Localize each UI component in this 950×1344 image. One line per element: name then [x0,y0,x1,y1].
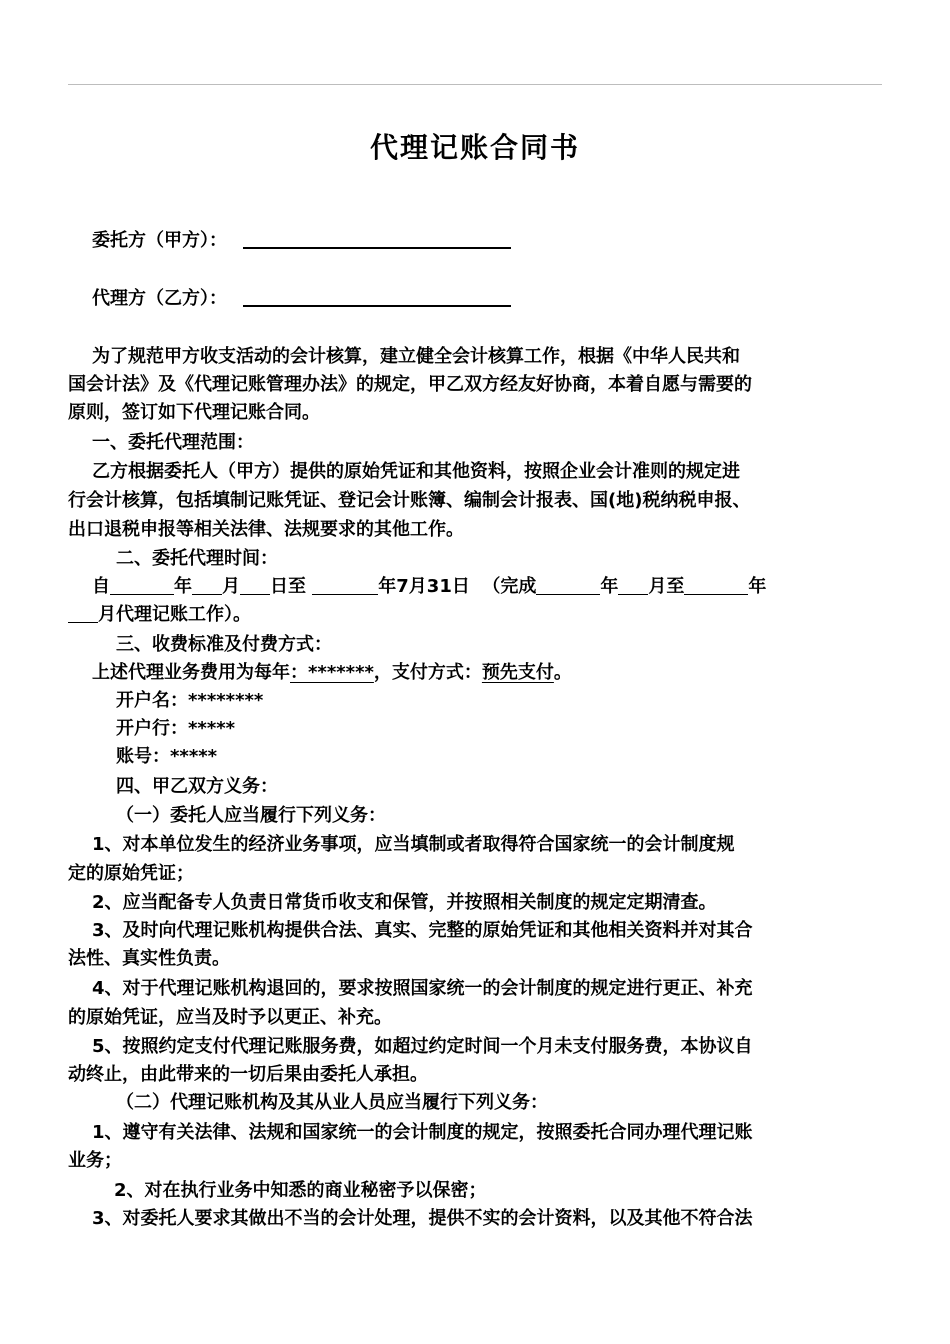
paragraph-line: 业务； [68,1150,122,1171]
term-line-2: 月代理记账工作）。 [68,600,251,626]
paragraph-line: 的原始凭证，应当及时予以更正、补充。 [68,1007,392,1028]
header-rule [68,84,882,85]
complete-month-blank[interactable] [618,576,648,595]
party-b-line [92,284,511,310]
paragraph-line: 动终止，由此带来的一切后果由委托人承担。 [68,1064,428,1085]
party-b-label: 代理方（乙方）： [92,288,227,309]
party-a-blank[interactable] [243,229,511,249]
account-number: 账号：***** [116,746,218,767]
sub-heading: （二）代理记账机构及其从业人员应当履行下列义务： [116,1092,548,1113]
term-line: 自 年 月 日至 年7月31日 （完成 年 月至 年 [92,576,767,597]
end-year-blank[interactable] [312,576,378,595]
party-b-blank[interactable] [243,287,511,307]
start-month-blank[interactable] [192,576,222,595]
fee-value: ：******* [290,662,374,683]
start-year-blank[interactable] [110,576,174,595]
bank-name: 开户行：***** [116,718,236,739]
sub-heading: （一）委托人应当履行下列义务： [116,805,386,826]
paragraph-line: 5、按照约定支付代理记账服务费，如超过约定时间一个月未支付服务费，本协议自 [92,1036,753,1057]
payment-method: 预先支付 [481,662,554,683]
end-month-blank[interactable] [68,604,98,623]
party-a-label: 委托方（甲方）： [92,230,227,251]
paragraph-line: 3、及时向代理记账机构提供合法、真实、完整的原始凭证和其他相关资料并对其合 [92,920,753,941]
account-name: 开户名：******** [116,690,264,711]
section-heading: 一、委托代理范围： [92,432,254,453]
complete-year2-blank[interactable] [684,576,748,595]
intro-line: 原则，签订如下代理记账合同。 [68,402,320,423]
section-heading: 三、收费标准及付费方式： [116,634,332,655]
section-heading: 四、甲乙双方义务： [116,776,278,797]
party-a-line [92,226,511,252]
start-day-blank[interactable] [240,576,270,595]
paragraph-line: 2、应当配备专人负责日常货币收支和保管，并按照相关制度的规定定期清查。 [92,892,717,913]
intro-line: 为了规范甲方收支活动的会计核算，建立健全会计核算工作，根据《中华人民共和 [92,346,740,367]
intro-line: 国会计法》及《代理记账管理办法》的规定，甲乙双方经友好协商，本着自愿与需要的 [68,374,752,395]
paragraph-line: 1、对本单位发生的经济业务事项，应当填制或者取得符合国家统一的会计制度规 [92,834,735,855]
paragraph-line: 出口退税申报等相关法律、法规要求的其他工作。 [68,519,464,540]
paragraph-line: 1、遵守有关法律、法规和国家统一的会计制度的规定，按照委托合同办理代理记账 [92,1122,753,1143]
paragraph-line: 2、对在执行业务中知悉的商业秘密予以保密； [114,1180,487,1201]
section-heading: 二、委托代理时间： [116,548,278,569]
paragraph-line: 定的原始凭证； [68,863,194,884]
paragraph-line: 法性、真实性负责。 [68,948,230,969]
paragraph-line: 4、对于代理记账机构退回的，要求按照国家统一的会计制度的规定进行更正、补充 [92,978,753,999]
paragraph-line: 行会计核算，包括填制记账凭证、登记会计账簿、编制会计报表、国(地)税纳税申报、 [68,490,751,511]
paragraph-line: 乙方根据委托人（甲方）提供的原始凭证和其他资料，按照企业会计准则的规定进 [92,461,740,482]
paragraph-line: 3、对委托人要求其做出不当的会计处理，提供不实的会计资料，以及其他不符合法 [92,1208,753,1229]
fee-line: 上述代理业务费用为每年：*******，支付方式：预先支付。 [92,662,572,683]
document-title: 代理记账合同书 [369,131,580,164]
complete-year-blank[interactable] [536,576,600,595]
